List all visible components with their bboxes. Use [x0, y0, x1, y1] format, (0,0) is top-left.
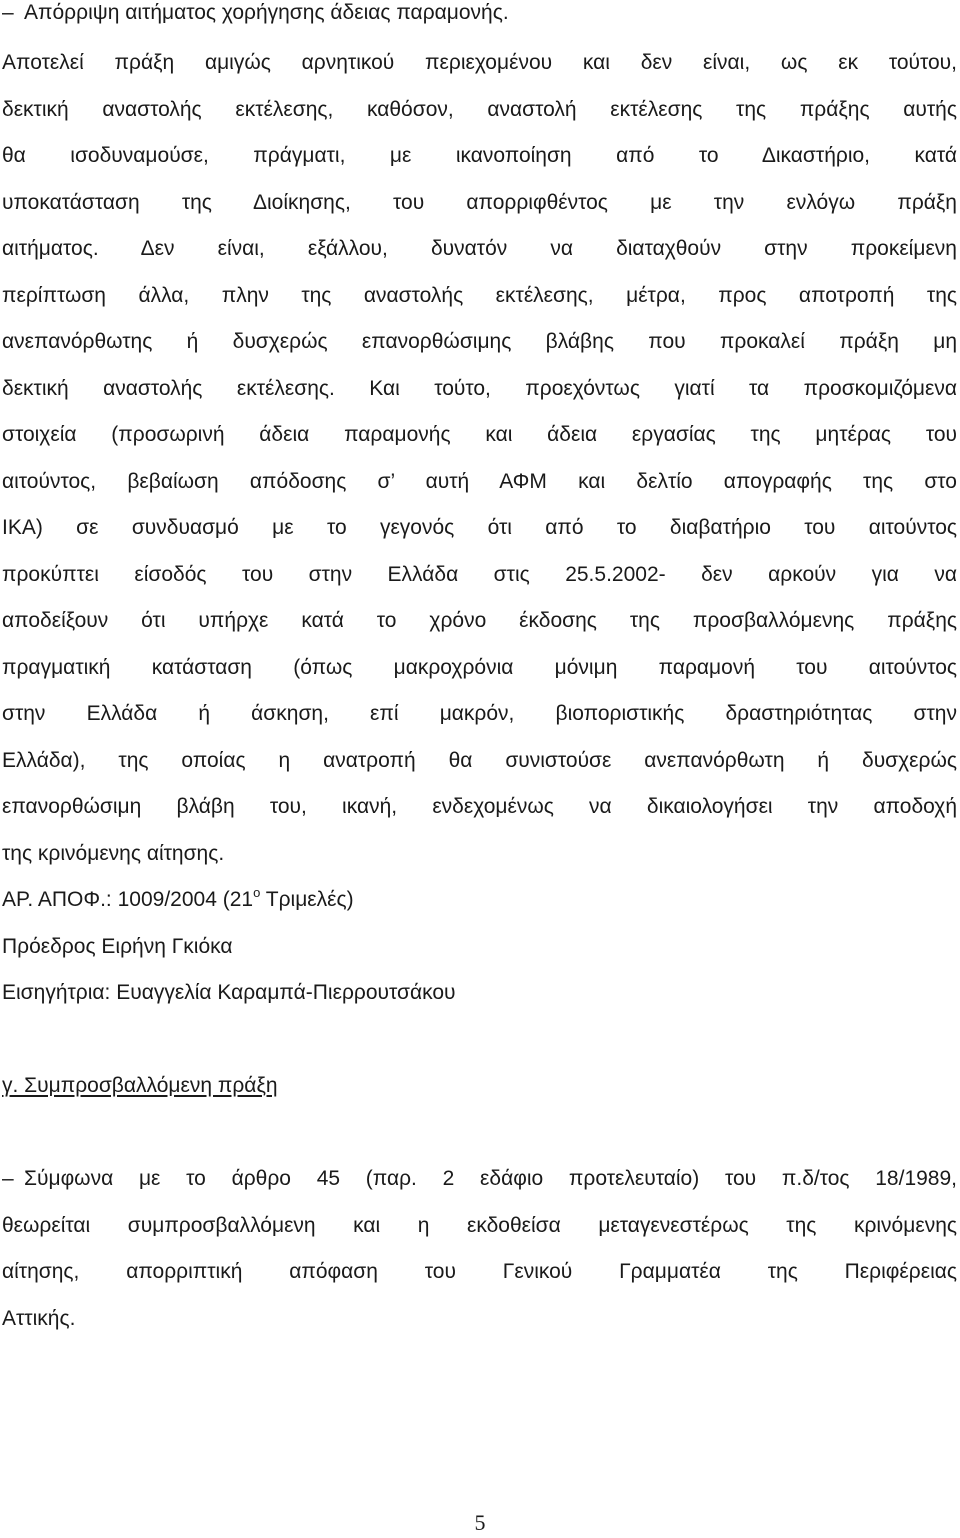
paragraph-line: ανεπανόρθωτης ή δυσχερώς επανορθώσιμης βλάβης που προκαλεί πράξη μη — [2, 330, 957, 353]
item-line-top — [2, 0, 957, 28]
section-heading-text: γ. Συμπροσβαλλόμενη πράξη — [2, 1074, 278, 1097]
president-line: Πρόεδρος Ειρήνη Γκιόκα — [2, 935, 233, 958]
paragraph-line: υποκατάσταση της Διοίκησης, του απορριφθέντος με την ενλόγω πράξη — [2, 191, 957, 214]
paragraph-line: αιτούντος, βεβαίωση απόδοσης σ’ αυτή ΑΦΜ και δελτίο απογραφής της στο — [2, 470, 957, 493]
paragraph-line: ΙΚΑ) σε συνδυασμό με το γεγονός ότι από το διαβατήριο του αιτούντος — [2, 516, 957, 539]
paragraph-line: δεκτική αναστολής εκτέλεσης, καθόσον, αναστολή εκτέλεσης της πράξης αυτής — [2, 98, 957, 121]
item-text: Απόρριψη αιτήματος χορήγησης άδειας παραμονής. — [24, 1, 509, 24]
paragraph-line: της κρινόμενης αίτησης. — [2, 842, 225, 865]
decision-number — [2, 885, 957, 915]
paragraph-line: επανορθώσιμη βλάβη του, ικανή, ενδεχομένως να δικαιολογήσει την αποδοχή — [2, 795, 957, 818]
decision-number-text: ΑΡ. ΑΠΟΦ.: 1009/2004 (21 — [2, 888, 254, 911]
paragraph-line: Αποτελεί πράξη αμιγώς αρνητικού περιεχομένου και δεν είναι, ως εκ τούτου, — [2, 51, 957, 74]
paragraph-line: δεκτική αναστολής εκτέλεσης. Και τούτο, προεχόντως γιατί τα προσκομιζόμενα — [2, 377, 957, 400]
paragraph-line: στοιχεία (προσωρινή άδεια παραμονής και άδεια εργασίας της μητέρας του — [2, 423, 957, 446]
section-heading — [2, 1071, 957, 1101]
decision-superscript: ο — [253, 885, 261, 900]
paragraph-line: αποδείξουν ότι υπήρχε κατά το χρόνο έκδοσης της προσβαλλόμενης πράξης — [2, 609, 957, 632]
paragraph-line: Ελλάδα), της οποίας η ανατροπή θα συνιστούσε ανεπανόρθωτη ή δυσχερώς — [2, 749, 957, 772]
rapporteur-line: Εισηγήτρια: Ευαγγελία Καραμπά-Πιερρουτσάκου — [2, 981, 456, 1004]
dash-bullet: – — [2, 1167, 14, 1190]
dash-bullet: – — [2, 1, 14, 24]
paragraph-line: περίπτωση άλλα, πλην της αναστολής εκτέλεσης, μέτρα, προς αποτροπή της — [2, 284, 957, 307]
page-number: 5 — [474, 1510, 486, 1535]
paragraph-line: στην Ελλάδα ή άσκηση, επί μακρόν, βιοποριστικής δραστηριότητας στην — [2, 702, 957, 725]
paragraph2-text: Σύμφωνα με το άρθρο 45 (παρ. 2 εδάφιο προτελευταίο) του π.δ/τος 18/1989, — [24, 1167, 957, 1190]
paragraph2-line: αίτησης, απορριπτική απόφαση του Γενικού Γραμματέα της Περιφέρειας — [2, 1260, 957, 1283]
paragraph2-line: Αττικής. — [2, 1307, 76, 1330]
paragraph2-line: θεωρείται συμπροσβαλλόμενη και η εκδοθείσα μεταγενεστέρως της κρινόμενης — [2, 1214, 957, 1237]
decision-suffix: Τριμελές) — [260, 888, 354, 911]
paragraph-line: προκύπτει είσοδός του στην Ελλάδα στις 25.5.2002- δεν αρκούν για να — [2, 563, 957, 586]
paragraph-line: αιτήματος. Δεν είναι, εξάλλου, δυνατόν να διαταχθούν στην προκείμενη — [2, 237, 957, 260]
paragraph-line: πραγματική κατάσταση (όπως μακροχρόνια μόνιμη παραμονή του αιτούντος — [2, 656, 957, 679]
paragraph-line: θα ισοδυναμούσε, πράγματι, με ικανοποίηση από το Δικαστήριο, κατά — [2, 144, 957, 167]
paragraph2-line — [2, 1164, 957, 1194]
